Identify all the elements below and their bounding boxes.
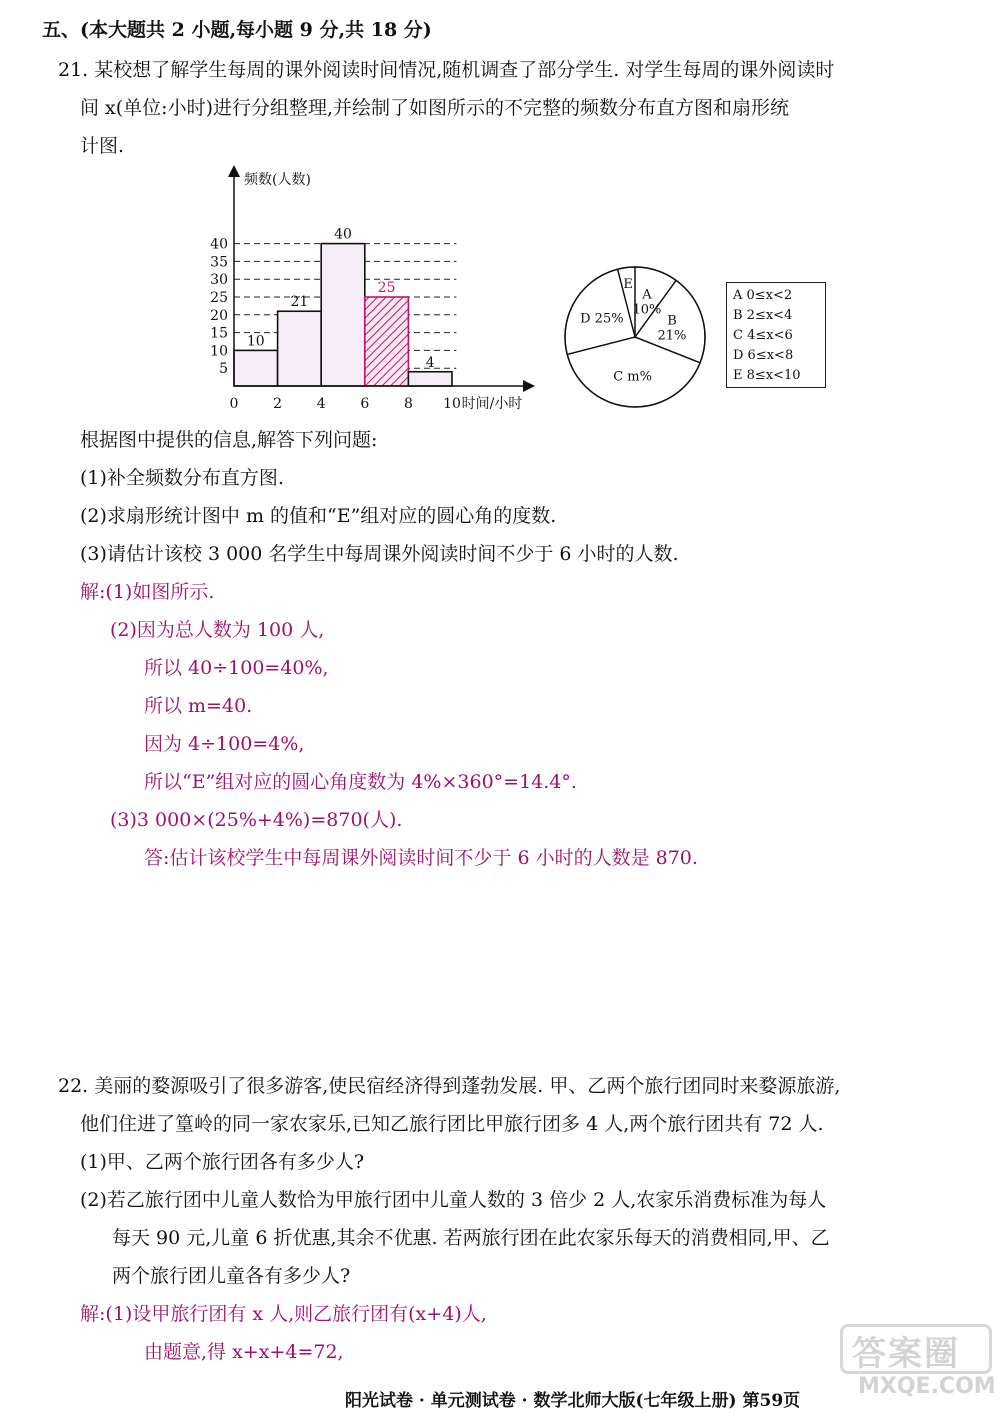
q21-prompt: 根据图中提供的信息,解答下列问题: [80, 429, 378, 451]
histogram [200, 160, 560, 420]
q21-solution-2: (2)因为总人数为 100 人, [110, 619, 325, 641]
histogram-svg [200, 160, 560, 420]
x-tick-label: 8 [403, 396, 413, 412]
q21-solution-1: 解:(1)如图所示. [80, 581, 215, 603]
q22-solution-1: 解:(1)设甲旅行团有 x 人,则乙旅行团有(x+4)人, [80, 1303, 487, 1325]
pie-label-c: C m% [613, 369, 652, 385]
q22-part-2-line-3: 两个旅行团儿童各有多少人? [112, 1265, 351, 1287]
x-tick-label: 10 [443, 396, 461, 412]
x-tick-label: 6 [360, 396, 370, 412]
pie-label-b: B 21% [657, 313, 687, 344]
histogram-bar [321, 244, 365, 386]
bar-value-label: 21 [290, 294, 309, 311]
legend-item-b: B 2≤x<4 [733, 308, 793, 323]
q21-part-1: (1)补全频数分布直方图. [80, 467, 284, 489]
histogram-bar [234, 350, 278, 386]
q21-solution-3: 所以 40÷100=40%, [144, 657, 329, 679]
y-tick-label: 15 [210, 325, 228, 342]
histogram-bar [408, 372, 452, 386]
q22-part-2-line-2: 每天 90 元,儿童 6 折优惠,其余不优惠. 若两旅行团在此农家乐每天的消费相同,甲、乙 [112, 1227, 830, 1249]
bar-value-label: 10 [246, 333, 265, 350]
q21-solution-6: 所以“E”组对应的圆心角度数为 4%×360°=14.4°. [144, 771, 577, 793]
y-tick-label: 10 [210, 343, 228, 360]
q22-part-1: (1)甲、乙两个旅行团各有多少人? [80, 1151, 365, 1173]
watermark-logo-text: 答案圈 [852, 1334, 960, 1374]
q21-solution-4: 所以 m=40. [144, 695, 253, 717]
section-title: 五、(本大题共 2 小题,每小题 9 分,共 18 分) [42, 19, 432, 41]
q22-solution-2: 由题意,得 x+x+4=72, [144, 1341, 344, 1363]
y-tick-label: 5 [219, 361, 228, 378]
bar-value-label: 4 [425, 354, 435, 371]
legend-item-a: A 0≤x<2 [733, 288, 793, 303]
q21-solution-8: 答:估计该校学生中每周课外阅读时间不少于 6 小时的人数是 870. [144, 847, 698, 869]
legend-item-c: C 4≤x<6 [733, 328, 793, 343]
y-tick-label: 20 [210, 307, 228, 324]
q22-stem-line-1: 22. 美丽的婺源吸引了很多游客,使民宿经济得到蓬勃发展. 甲、乙两个旅行团同时来婺源旅游, [58, 1075, 841, 1097]
y-axis-title: 频数(人数) [244, 172, 311, 188]
q22-stem-line-2: 他们住进了篁岭的同一家农家乐,已知乙旅行团比甲旅行团多 4 人,两个旅行团共有 72 人. [80, 1113, 824, 1135]
pie-svg [560, 262, 710, 412]
x-axis-title: 时间/小时 [461, 396, 523, 412]
y-tick-label: 35 [210, 254, 228, 271]
x-tick-label: 2 [273, 396, 283, 412]
pie-label-a: A 10% [632, 287, 662, 318]
q21-stem-line-2: 间 x(单位:小时)进行分组整理,并绘制了如图所示的不完整的频数分布直方图和扇形统 [80, 97, 790, 119]
x-tick-label: 0 [229, 396, 239, 412]
q21-solution-5: 因为 4÷100=4%, [144, 733, 305, 755]
legend-item-e: E 8≤x<10 [733, 368, 801, 383]
q21-stem-line-3: 计图. [80, 135, 125, 157]
page-footer: 阳光试卷 · 单元测试卷 · 数学北师大版(七年级上册) 第59页 [345, 1391, 801, 1411]
pie-label-e: E [623, 276, 633, 292]
q22-part-2-line-1: (2)若乙旅行团中儿童人数恰为甲旅行团中儿童人数的 3 倍少 2 人,农家乐消费标准为每人 [80, 1189, 827, 1211]
watermark [840, 1324, 996, 1404]
q21-stem-line-1: 21. 某校想了解学生每周的课外阅读时间情况,随机调查了部分学生. 对学生每周的课外阅读时 [58, 59, 835, 81]
y-tick-label: 25 [210, 290, 228, 306]
x-tick-label: 4 [316, 396, 326, 412]
q21-part-2: (2)求扇形统计图中 m 的值和“E”组对应的圆心角的度数. [80, 505, 557, 527]
q21-part-3: (3)请估计该校 3 000 名学生中每周课外阅读时间不少于 6 小时的人数. [80, 543, 679, 565]
y-tick-label: 40 [210, 236, 228, 253]
bar-value-label: 25 [377, 280, 396, 296]
pie-legend [726, 282, 826, 388]
histogram-bar [365, 297, 409, 386]
q21-solution-7: (3)3 000×(25%+4%)=870(人). [110, 809, 403, 831]
legend-item-d: D 6≤x<8 [733, 348, 794, 363]
histogram-bar [278, 311, 322, 386]
pie-chart [560, 262, 710, 412]
watermark-url: MXQE.COM [858, 1374, 996, 1399]
bar-value-label: 40 [334, 226, 352, 243]
y-tick-label: 30 [210, 272, 228, 289]
pie-label-d: D 25% [580, 311, 624, 327]
